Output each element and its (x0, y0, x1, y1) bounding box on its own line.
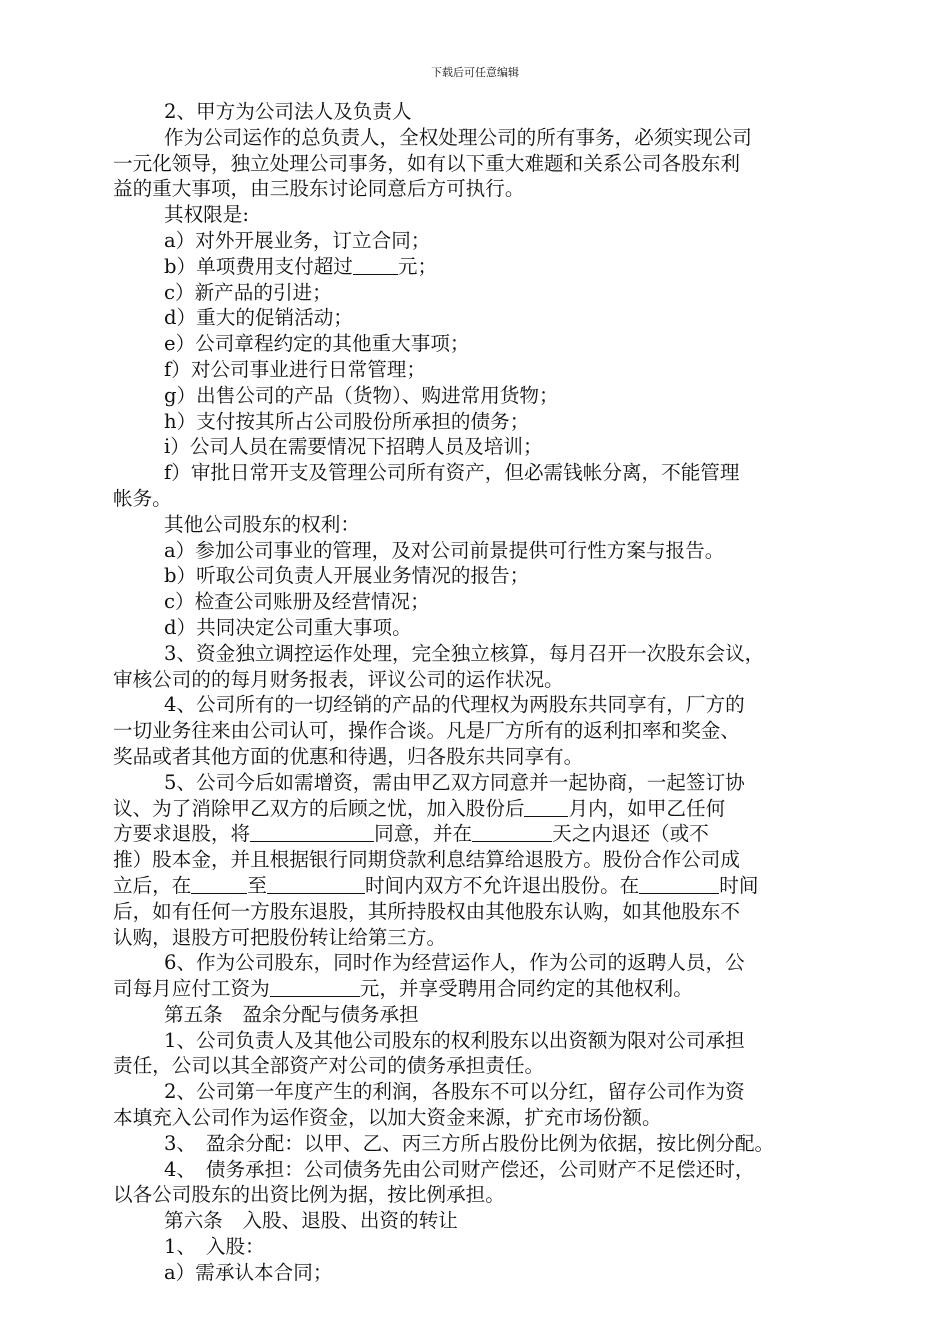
text-segment: b）单项费用支付超过 (164, 254, 353, 278)
paragraph-line: 责任，公司以其全部资产对公司的债务承担责任。 (113, 1054, 545, 1078)
paragraph-line: 益的重大事项，由三股东讨论同意后方可执行。 (113, 177, 525, 201)
text-segment: 立后，在 (113, 873, 192, 897)
section-heading: 第五条 盈余分配与债务承担 (164, 1002, 419, 1026)
list-item: g）出售公司的产品（货物）、购进常用货物； (164, 383, 559, 407)
paragraph-line: 1、 入股： (164, 1235, 265, 1259)
paragraph-line (113, 796, 833, 822)
list-item: a）对外开展业务，订立合同； (164, 228, 431, 252)
text-segment: 至 (247, 873, 267, 897)
paragraph-line (113, 821, 833, 847)
paragraph-line: 帐务。 (113, 486, 172, 510)
paragraph-line: 其权限是: (164, 203, 249, 227)
fill-in-blank (270, 978, 360, 997)
paragraph-line: 6、作为公司股东，同时作为经营运作人，作为公司的返聘人员，公 (164, 951, 745, 975)
paragraph-line: 推）股本金，并且根据银行同期贷款利息结算给退股方。股份合作公司成 (113, 848, 740, 872)
paragraph-line (113, 873, 833, 899)
paragraph-line: 一元化领导，独立处理公司事务，如有以下重大难题和关系公司各股东利 (113, 151, 740, 175)
list-item: d）共同决定公司重大事项。 (164, 615, 412, 639)
paragraph-line: 2、公司第一年度产生的利润，各股东不可以分红，留存公司作为资 (164, 1080, 745, 1104)
list-item: a）需承认本合同； (164, 1260, 333, 1284)
paragraph-line: 3、 盈余分配：以甲、乙、丙三方所占股份比例为依据，按比例分配。 (164, 1131, 775, 1155)
paragraph-line: 1、公司负责人及其他公司股东的权利股东以出资额为限对公司承担 (164, 1028, 745, 1052)
fill-in-blank (191, 875, 247, 894)
text-segment: 时间 (719, 873, 759, 897)
text-segment: 天之内退还（或不 (552, 822, 709, 846)
paragraph-line: 其他公司股东的权利： (164, 512, 360, 536)
text-segment: 月内，如甲乙任何 (568, 796, 726, 820)
list-item: b）听取公司负责人开展业务情况的报告； (164, 564, 530, 588)
paragraph-line: 4、公司所有的一切经销的产品的代理权为两股东共同享有，厂方的 (164, 693, 745, 717)
list-item: h）支付按其所占公司股份所承担的债务； (164, 409, 530, 433)
paragraph-line: 认购，退股方可把股份转让给第三方。 (113, 925, 447, 949)
list-item: c）检查公司账册及经营情况； (164, 590, 430, 614)
text-segment: 同意，并在 (374, 822, 473, 846)
paragraph-line: 奖品或者其他方面的优惠和待遇，归各股东共同享有。 (113, 744, 584, 768)
paragraph-line: 5、公司今后如需增资，需由甲乙双方同意并一起协商，一起签订协 (164, 770, 745, 794)
section-heading: 第六条 入股、退股、出资的转让 (164, 1209, 458, 1233)
text-segment: 时间内双方不允许退出股份。在 (364, 873, 640, 897)
list-item: d）重大的促销活动； (164, 306, 353, 330)
list-item: f）对公司事业进行日常管理； (164, 357, 426, 381)
paragraph-line: 审核公司的的每月财务报表，评议公司的运作状况。 (113, 667, 564, 691)
paragraph-line: 以各公司股东的出资比例为据，按比例承担。 (113, 1183, 505, 1207)
text-segment: 元，并享受聘用合同约定的其他权利。 (359, 977, 693, 1001)
list-item: f）审批日常开支及管理公司所有资产，但必需钱帐分离，不能管理 (164, 461, 740, 485)
list-item: a）参加公司事业的管理，及对公司前景提供可行性方案与报告。 (164, 538, 725, 562)
fill-in-blank (353, 256, 398, 275)
paragraph-line: 本填充入公司作为运作资金，以加大资金来源，扩充市场份额。 (113, 1106, 662, 1130)
list-item: e）公司章程约定的其他重大事项； (164, 332, 470, 356)
fill-in-blank (267, 875, 365, 894)
fill-in-blank (472, 823, 552, 842)
list-item: c）新产品的引进； (164, 280, 332, 304)
fill-in-blank (639, 875, 719, 894)
list-item: i）公司人员在需要情况下招聘人员及培训； (164, 435, 543, 459)
fill-in-blank (524, 798, 568, 817)
paragraph-line: 2、甲方为公司法人及负责人 (164, 100, 412, 123)
text-segment: 议、为了消除甲乙双方的后顾之忧，加入股份后 (113, 796, 525, 820)
paragraph-line: 作为公司运作的总负责人，全权处理公司的所有事务，必须实现公司 (164, 125, 752, 149)
text-segment: 方要求退股，将 (113, 822, 251, 846)
paragraph-line: 3、资金独立调控运作处理，完全独立核算，每月召开一次股东会议， (164, 641, 765, 665)
paragraph-line: 后，如有任何一方股东退股，其所持股权由其他股东认购，如其他股东不 (113, 899, 740, 923)
paragraph-line: 4、 债务承担：公司债务先由公司财产偿还，公司财产不足偿还时， (164, 1157, 755, 1181)
fill-in-blank (250, 823, 374, 842)
list-item (113, 254, 833, 280)
paragraph-line: 一切业务往来由公司认可，操作合谈。凡是厂方所有的返利扣率和奖金、 (113, 719, 740, 743)
text-segment: 元； (397, 254, 438, 278)
document-body (113, 99, 833, 1286)
text-segment: 司每月应付工资为 (113, 977, 270, 1001)
page-header: 下载后可任意编辑 (431, 66, 519, 79)
paragraph-line (113, 976, 833, 1002)
